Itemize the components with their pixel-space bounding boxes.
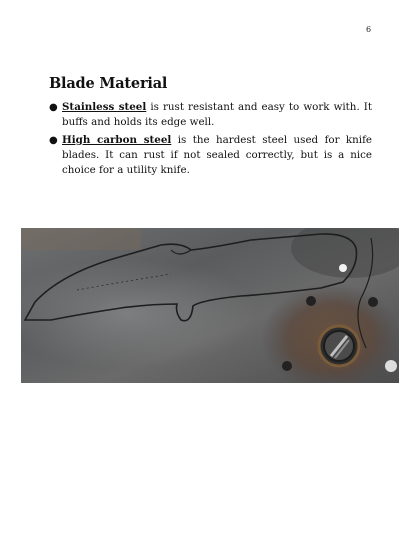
bullet-item-high-carbon-steel [48,133,372,178]
bullet-text: is the hardest steel used for knife blades. It can rust if not sealed correctly, but is a nice choice for a utility knife. [62,134,372,176]
page-number: 6 [366,25,372,34]
bullet-list [48,100,372,181]
bullet-term: Stainless steel [62,101,147,113]
bullet-icon: ● [49,135,58,146]
bullet-term: High carbon steel [62,134,172,146]
knife-outline-photo [21,228,399,383]
section-heading: Blade Material [49,75,168,92]
bullet-icon: ● [49,102,58,113]
bullet-text: is rust resistant and easy to work with. It buffs and holds its edge well. [62,101,372,128]
bullet-item-stainless-steel [48,100,372,130]
steel-plate-image [21,228,399,383]
